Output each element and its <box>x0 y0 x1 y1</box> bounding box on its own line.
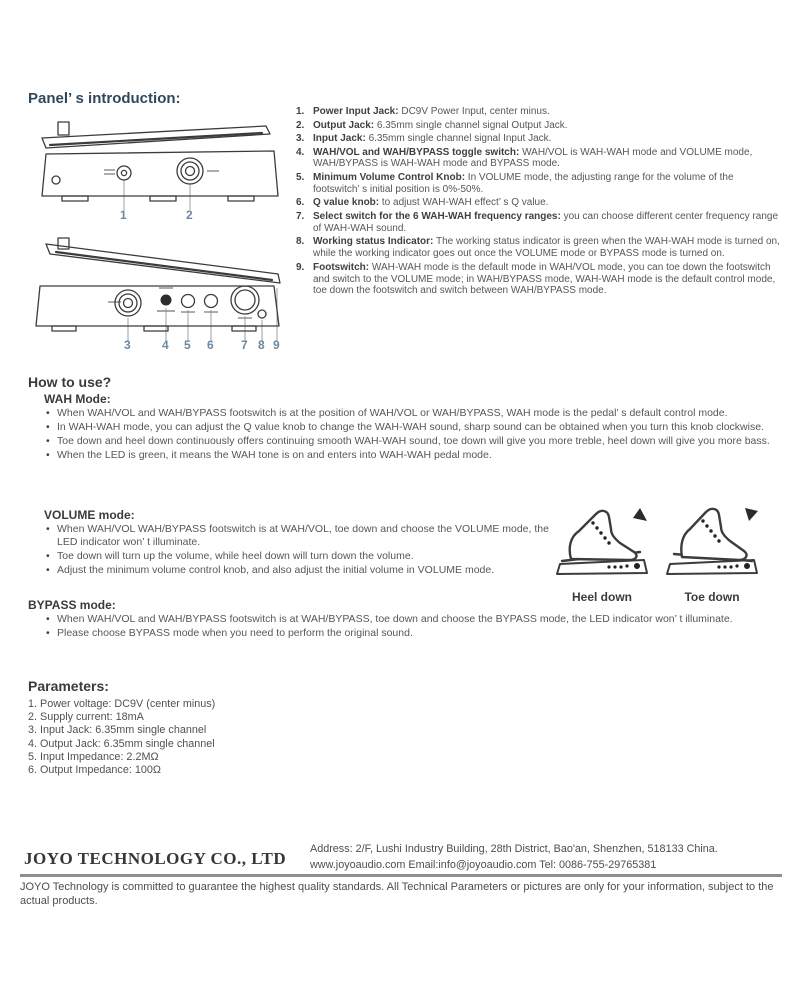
panel-item-list <box>296 106 782 299</box>
item-text: WAH-WAH mode is the default mode in WAH/VOL mode, you can toe down the footswitch and switch to the VOLUME mode; in WAH/BYPASS mode, WAH-WAH mode is the default control mode, toe down the footswitch and switch between WAH/BYPASS mode. <box>313 261 776 297</box>
callout-7: 7 <box>241 338 248 352</box>
item-label: Power Input Jack: <box>313 106 399 117</box>
wah-pedal-side-view-2-icon <box>24 236 292 346</box>
bullet-item: • When WAH/VOL and WAH/BYPASS footswitch is at the position of WAH/VOL or WAH/BYPASS, WAH mode is the pedal’ s default control mode. <box>44 407 770 420</box>
panel-item <box>296 133 782 145</box>
item-label: Footswitch: <box>313 261 370 273</box>
callout-9: 9 <box>273 338 280 352</box>
parameter-item: 1. Power voltage: DC9V (center minus) <box>28 698 216 710</box>
item-text: In VOLUME mode, the adjusting range for the volume of the footswitch’ s initial position is 0%-50%. <box>313 171 734 195</box>
bullet-item: • Toe down and heel down continuously offers continuing smooth WAH-WAH sound, toe down will give you more treble, heel down will give you more bass. <box>44 435 770 448</box>
item-label: Q value knob: <box>313 197 380 209</box>
callout-6: 6 <box>207 338 214 352</box>
wah-mode-bullets <box>44 407 770 462</box>
bypass-mode-heading: BYPASS mode: <box>28 598 116 612</box>
item-number: 8. <box>296 236 305 248</box>
address-line-2: www.joyoaudio.com Email:info@joyoaudio.com Tel: 0086-755-29765381 <box>310 858 657 871</box>
panel-introduction-heading: Panel’ s introduction: <box>28 90 181 107</box>
toe-down-label: Toe down <box>684 590 740 604</box>
toe-down-shoe-icon <box>662 504 762 584</box>
item-text: you can choose different center frequency range of WAH-WAH sound. <box>313 210 779 234</box>
callout-2: 2 <box>186 208 193 222</box>
foot-position-figures <box>552 504 764 604</box>
panel-item <box>296 147 782 171</box>
heel-down-figure <box>552 504 652 604</box>
panel-item <box>296 236 782 260</box>
item-text: 6.35mm single channel signal Output Jack. <box>374 119 568 131</box>
panel-item <box>296 262 782 298</box>
bypass-mode-bullets <box>44 613 776 640</box>
panel-item <box>296 211 782 235</box>
item-number: 4. <box>296 146 305 158</box>
item-number: 5. <box>296 171 305 183</box>
footer-divider <box>20 874 782 877</box>
item-number: 9. <box>296 261 305 273</box>
callout-4: 4 <box>162 338 169 352</box>
company-name: JOYO TECHNOLOGY CO., LTD <box>24 849 287 868</box>
panel-item <box>296 172 782 196</box>
item-label: WAH/VOL and WAH/BYPASS toggle switch: <box>313 146 520 158</box>
heel-down-shoe-icon <box>552 504 652 584</box>
panel-item <box>296 106 782 118</box>
company-address <box>310 842 790 873</box>
wah-mode-section <box>44 392 770 463</box>
item-text: 6.35mm single channel signal Input Jack. <box>365 133 552 144</box>
item-label: Output Jack: <box>313 119 375 131</box>
disclaimer-text: JOYO Technology is committed to guarantee the highest quality standards. All Technical Parameters or pictures are only for your information, subject to the actual products. <box>20 881 774 907</box>
parameter-item: 5. Input Impedance: 2.2MΩ <box>28 750 159 763</box>
bullet-item: • Adjust the minimum volume control knob, and also adjust the initial volume in VOLUME mode. <box>44 564 550 577</box>
item-number: 2. <box>296 119 305 131</box>
callout-1: 1 <box>120 208 127 222</box>
heel-down-label: Heel down <box>571 590 632 604</box>
item-text: WAH/VOL is WAH-WAH mode and VOLUME mode, WAH/BYPASS is WAH-WAH mode and BYPASS mode. <box>313 146 753 170</box>
bullet-item: • Please choose BYPASS mode when you need to perform the original sound. <box>44 627 776 640</box>
parameter-item: 6. Output Impedance: 100Ω <box>28 764 161 777</box>
callout-3: 3 <box>124 338 131 352</box>
parameter-item: 4. Output Jack: 6.35mm single channel <box>28 737 215 750</box>
parameter-item: 2. Supply current: 18mA <box>28 711 144 724</box>
panel-item <box>296 197 782 209</box>
wah-pedal-side-view-1-icon <box>28 116 286 212</box>
bullet-item: • Toe down will turn up the volume, while heel down will turn down the volume. <box>44 550 550 563</box>
bullet-item: • When WAH/VOL WAH/BYPASS footswitch is at WAH/VOL, toe down and choose the VOLUME mode, the LED indicator won’ t illuminate. <box>44 523 550 549</box>
item-number: 3. <box>296 133 305 144</box>
panel-item <box>296 120 782 132</box>
parameters-list <box>28 698 215 777</box>
item-number: 6. <box>296 197 305 209</box>
how-to-use-heading: How to use? <box>28 374 112 390</box>
toe-down-figure <box>662 504 762 604</box>
item-text: DC9V Power Input, center minus. <box>398 106 550 117</box>
item-label: Select switch for the 6 WAH-WAH frequency ranges: <box>313 210 561 222</box>
bullet-item: • In WAH-WAH mode, you can adjust the Q value knob to change the WAH-WAH sound, sharp sound can be obtained when you turn this knob clockwise. <box>44 421 770 434</box>
bullet-item: • When the LED is green, it means the WAH tone is on and enters into WAH-WAH pedal mode. <box>44 449 770 462</box>
parameter-item: 3. Input Jack: 6.35mm single channel <box>28 724 207 737</box>
item-label: Input Jack: <box>313 133 366 144</box>
address-line-1: Address: 2/F, Lushi Industry Building, 28th District, Bao'an, Shenzhen, 518133 China. <box>310 843 718 855</box>
item-text: The working status indicator is green when the WAH-WAH mode is turned on, while the working indicator goes out once the VOLUME mode or BYPASS mode is turned on. <box>313 236 780 260</box>
pedal-diagram-controls <box>24 236 296 354</box>
pedal-diagram-top <box>28 116 290 222</box>
item-text: to adjust WAH-WAH effect’ s Q value. <box>379 197 549 209</box>
callout-8: 8 <box>258 338 265 352</box>
item-number: 1. <box>296 106 305 117</box>
volume-mode-section <box>44 508 550 578</box>
bypass-mode-section <box>28 598 776 641</box>
item-label: Minimum Volume Control Knob: <box>313 171 466 183</box>
callout-5: 5 <box>184 338 191 352</box>
volume-mode-heading: VOLUME mode: <box>44 508 135 522</box>
bullet-item: • When WAH/VOL and WAH/BYPASS footswitch is at WAH/BYPASS, toe down and choose the BYPASS mode, the LED indicator won’ t illuminate. <box>44 613 776 626</box>
wah-mode-heading: WAH Mode: <box>44 392 111 406</box>
item-number: 7. <box>296 210 305 222</box>
item-label: Working status Indicator: <box>313 236 434 248</box>
volume-mode-bullets <box>44 523 550 577</box>
parameters-heading: Parameters: <box>28 678 109 694</box>
